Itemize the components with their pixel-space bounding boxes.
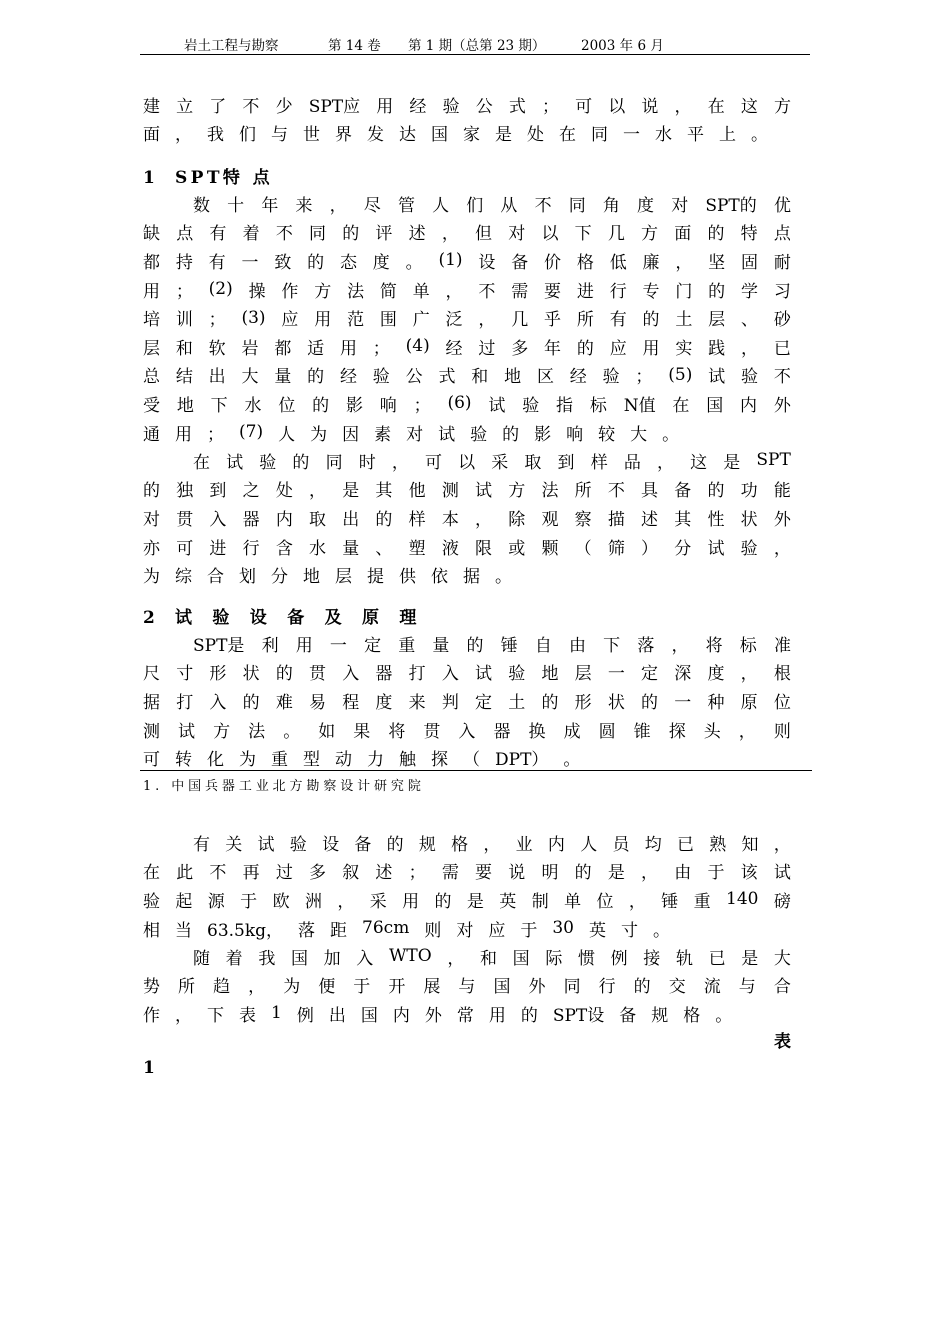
- table-caption: [143, 1025, 791, 1082]
- text-line: 在 试 验 的 同 时 ， 可 以 采 取 到 样 品 ， 这 是 SPT: [193, 450, 791, 473]
- text-line: 亦 可 进 行 含 水 量 、 塑 液 限 或 颗 （ 筛 ） 分 试 验 ，: [143, 538, 791, 559]
- text-line: 在 此 不 再 过 多 叙 述 ； 需 要 说 明 的 是 ， 由 于 该 试: [143, 863, 791, 884]
- section-1-title: SPT特 点: [175, 168, 274, 188]
- issue-number: 第 1 期（总第 23 期）: [408, 38, 546, 54]
- section-1-heading: [143, 163, 273, 188]
- text-line: 验 起 源 于 欧 洲 ， 采 用 的 是 英 制 单 位 ， 锤 重 140 磅: [143, 889, 791, 912]
- text-line: 培 训 ； (3) 应 用 范 围 广 泛 ， 几 乎 所 有 的 土 层 、 砂: [143, 307, 791, 331]
- intro-paragraph: [143, 90, 791, 147]
- continued-paragraph-1: [143, 828, 791, 942]
- text-line: 缺 点 有 着 不 同 的 评 述 ， 但 对 以 下 几 方 面 的 特 点: [143, 224, 791, 245]
- table-caption-label: [143, 1025, 791, 1054]
- section-1-paragraph-1: [143, 189, 791, 446]
- text-line: 可 转 化 为 重 型 动 力 触 探 （ DPT） 。: [143, 750, 581, 771]
- table-caption-number: 1: [143, 1057, 155, 1078]
- table-caption-number-line: [143, 1054, 791, 1083]
- section-1-paragraph-2: [143, 446, 791, 589]
- text-line: 相 当 63.5kg， 落 距 76cm 则 对 应 于 30 英 寸 。: [143, 918, 670, 941]
- footnote: 1. 中国兵器工业北方勘察设计研究院: [143, 779, 425, 794]
- text-line: 层 和 软 岩 都 适 用 ； (4) 经 过 多 年 的 应 用 实 践 ， 已: [143, 336, 791, 359]
- text-line: 势 所 趋 ， 为 便 于 开 展 与 国 外 同 行 的 交 流 与 合: [143, 977, 791, 998]
- section-2-paragraph-1: [143, 629, 791, 772]
- text-line: 面 ， 我 们 与 世 界 发 达 国 家 是 处 在 同 一 水 平 上 。: [143, 125, 768, 146]
- running-header: [140, 34, 810, 55]
- section-2-number: 2: [143, 608, 155, 628]
- journal-name: 岩土工程与勘察: [184, 38, 279, 54]
- text-line: 对 贯 入 器 内 取 出 的 样 本 ， 除 观 察 描 述 其 性 状 外: [143, 509, 791, 530]
- text-line: 随 着 我 国 加 入 WTO ， 和 国 际 惯 例 接 轨 已 是 大: [193, 946, 791, 969]
- text-line: 用 ； (2) 操 作 方 法 简 单 ， 不 需 要 进 行 专 门 的 学 习: [143, 279, 791, 302]
- text-line: 受 地 下 水 位 的 影 响 ； (6) 试 验 指 标 N值 在 国 内 外: [143, 393, 791, 416]
- text-line: 总 结 出 大 量 的 经 验 公 式 和 地 区 经 验 ； (5) 试 验 不: [143, 364, 791, 388]
- text-line: 尺 寸 形 状 的 贯 入 器 打 入 试 验 地 层 一 定 深 度 ， 根: [143, 664, 791, 685]
- text-line: 测 试 方 法 。 如 果 将 贯 入 器 换 成 圆 锥 探 头 ， 则: [143, 721, 791, 742]
- publication-date: 2003 年 6 月: [581, 38, 664, 54]
- section-2-title: 试验设备及原理: [175, 608, 437, 628]
- footnote-divider: [140, 770, 812, 771]
- text-line: 都 持 有 一 致 的 态 度 。 (1) 设 备 价 格 低 廉 ， 坚 固 耐: [143, 250, 791, 273]
- text-line: SPT是 利 用 一 定 重 量 的 锤 自 由 下 落 ， 将 标 准: [193, 635, 791, 656]
- section-1-number: 1: [143, 168, 155, 188]
- section-2-heading: [143, 603, 437, 628]
- volume-number: 第 14 卷: [328, 38, 381, 54]
- text-line: 通 用 ； (7) 人 为 因 素 对 试 验 的 影 响 较 大 。: [143, 422, 680, 445]
- table-caption-word: 表: [774, 1031, 791, 1052]
- continued-paragraph-2: [143, 942, 791, 1028]
- text-line: 建 立 了 不 少 SPT应 用 经 验 公 式 ； 可 以 说 ， 在 这 方: [143, 96, 791, 117]
- text-line: 据 打 入 的 难 易 程 度 来 判 定 土 的 形 状 的 一 种 原 位: [143, 692, 791, 713]
- text-line: 数 十 年 来 ， 尽 管 人 们 从 不 同 角 度 对 SPT的 优: [193, 195, 791, 216]
- text-line: 为 综 合 划 分 地 层 提 供 依 据 。: [143, 567, 512, 588]
- text-line: 作 ， 下 表 1 例 出 国 内 外 常 用 的 SPT设 备 规 格 。: [143, 1003, 733, 1026]
- text-line: 有 关 试 验 设 备 的 规 格 ， 业 内 人 员 均 已 熟 知 ，: [193, 834, 791, 855]
- text-line: 的 独 到 之 处 ， 是 其 他 测 试 方 法 所 不 具 备 的 功 能: [143, 481, 791, 502]
